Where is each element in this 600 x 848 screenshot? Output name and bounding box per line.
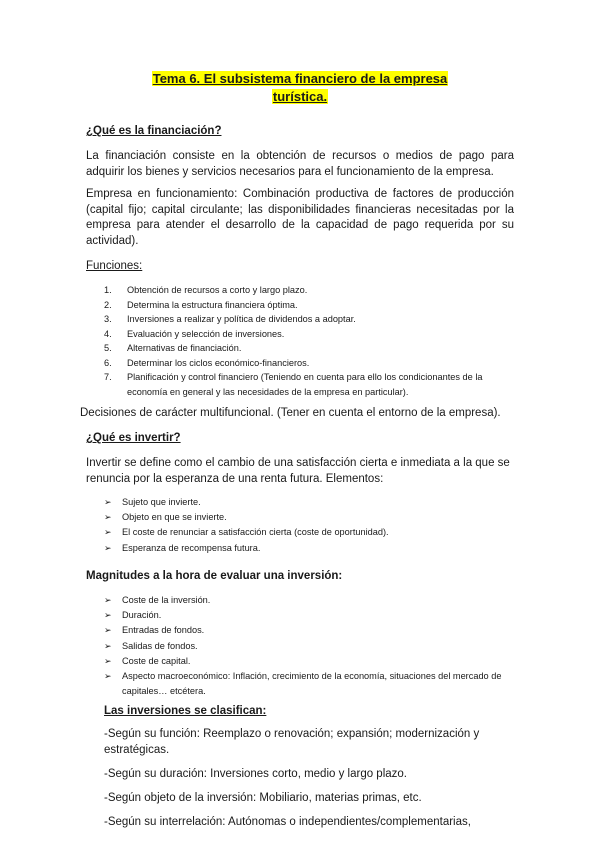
arrow-bullet-icon: ➢: [104, 512, 112, 523]
title-highlight-1: Tema 6. El subsistema financiero de la empresa: [152, 71, 448, 86]
list-item: ➢ Sujeto que invierte.: [104, 495, 514, 510]
arrow-bullet-icon: ➢: [104, 610, 112, 621]
clasifican-heading: Las inversiones se clasifican:: [104, 705, 267, 717]
list-item: ➢ Duración.: [104, 608, 514, 623]
list-item: ➢ Salidas de fondos.: [104, 639, 514, 654]
funciones-list: [104, 283, 514, 400]
list-item: 1. Obtención de recursos a corto y largo plazo.: [104, 285, 308, 295]
arrow-bullet-icon: ➢: [104, 497, 112, 507]
document-title-line-2: [0, 88, 600, 105]
empresa-funcionamiento-paragraph: Empresa en funcionamiento: Combinación productiva de factores de producción (capital fijo; capital circulante; las disponibilidades financieras necesitadas por la empresa para atender el desarrollo de la capacidad de pago requerida por su actividad).: [86, 188, 514, 247]
arrow-bullet-icon: ➢: [104, 655, 112, 666]
arrow-bullet-icon: ➢: [104, 595, 112, 605]
invertir-paragraph: Invertir se define como el cambio de una satisfacción cierta e inmediata a la que se renuncia por la esperanza de una renta futura. Elementos:: [86, 457, 510, 485]
magnitudes-list: [104, 593, 514, 699]
list-item: 7. Planificación y control financiero (Teniendo en cuenta para ello los condicionantes de la economía en general y las necesidades de la empresa en particular).: [104, 372, 483, 397]
magnitudes-heading: Magnitudes a la hora de evaluar una inversión:: [86, 570, 343, 582]
list-item: ➢ Esperanza de recompensa futura.: [104, 541, 514, 556]
list-item: ➢ El coste de renunciar a satisfacción cierta (coste de oportunidad).: [104, 525, 514, 540]
clasificacion-funcion: -Según su función: Reemplazo o renovación; expansión; modernización y estratégicas.: [104, 728, 480, 756]
clasificacion-objeto: -Según objeto de la inversión: Mobiliario, materias primas, etc.: [104, 792, 422, 804]
clasificacion-duracion: -Según su duración: Inversiones corto, medio y largo plazo.: [104, 768, 407, 780]
list-item: ➢ Coste de la inversión.: [104, 593, 514, 608]
financiacion-heading: ¿Qué es la financiación?: [86, 125, 222, 137]
arrow-bullet-icon: ➢: [104, 542, 112, 553]
list-item: ➢ Entradas de fondos.: [104, 623, 514, 638]
list-item: ➢ Objeto en que se invierte.: [104, 510, 514, 525]
list-item: 6. Determinar los ciclos económico-financieros.: [104, 357, 310, 368]
arrow-bullet-icon: ➢: [104, 527, 112, 538]
list-item: ➢ Aspecto macroeconómico: Inflación, crecimiento de la economía, situaciones del mercado de capitales… etcétera.: [104, 671, 502, 697]
financiacion-paragraph: La financiación consiste en la obtención de recursos o medios de pago para adquirir los bienes y servicios necesarios para el funcionamiento de la empresa.: [86, 150, 514, 178]
invertir-heading: ¿Qué es invertir?: [86, 432, 181, 444]
decisiones-text: Decisiones de carácter multifuncional. (Tener en cuenta el entorno de la empresa).: [80, 407, 501, 419]
arrow-bullet-icon: ➢: [104, 640, 112, 651]
funciones-heading: Funciones:: [86, 260, 143, 272]
list-item: 3. Inversiones a realizar y política de dividendos a adoptar.: [104, 314, 356, 324]
elementos-list: [104, 495, 514, 556]
arrow-bullet-icon: ➢: [104, 671, 112, 682]
list-item: 5. Alternativas de financiación.: [104, 343, 242, 353]
list-item: 4. Evaluación y selección de inversiones.: [104, 328, 285, 339]
title-highlight-2: turística.: [272, 89, 328, 104]
arrow-bullet-icon: ➢: [104, 625, 112, 636]
list-item: 2. Determina la estructura financiera óptima.: [104, 299, 298, 310]
document-title-line-1: [0, 70, 600, 87]
clasificacion-interrelacion: -Según su interrelación: Autónomas o independientes/complementarias,: [104, 816, 471, 828]
list-item: ➢ Coste de capital.: [104, 654, 514, 669]
